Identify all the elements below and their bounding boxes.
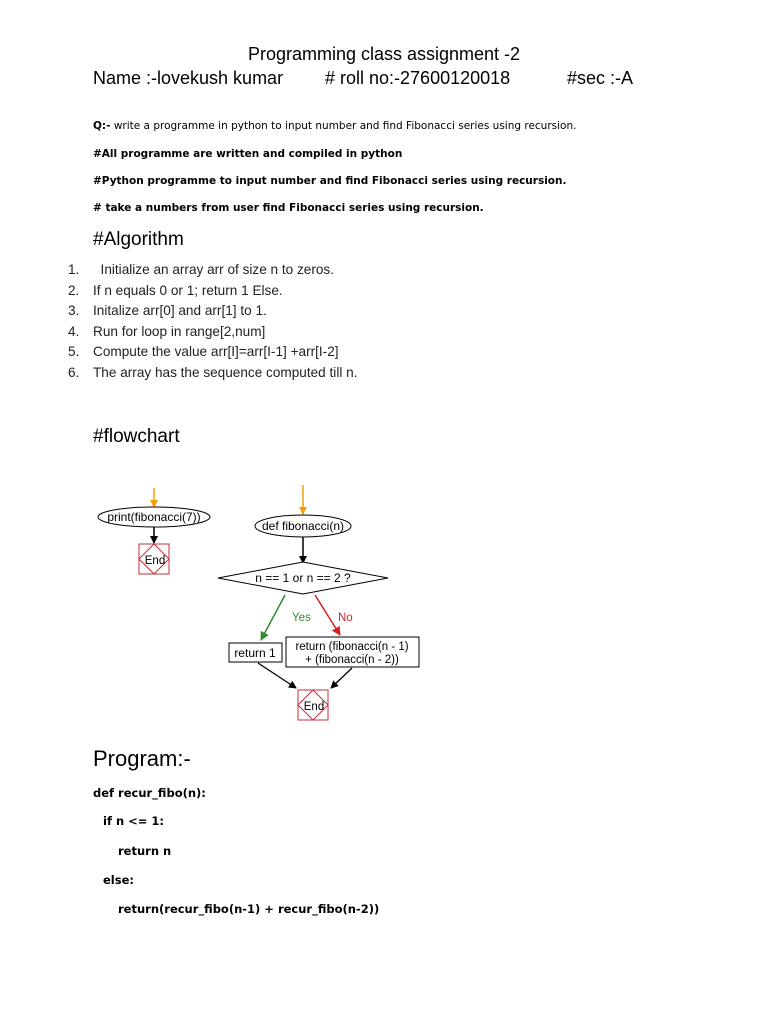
code-line: if n <= 1: — [103, 814, 165, 828]
page-title: Programming class assignment -2 — [247, 44, 521, 64]
list-item: 6. The array has the sequence computed till n. — [68, 364, 358, 380]
student-name: Name :-lovekush kumar — [93, 68, 284, 88]
return-recursive-line1: return (fibonacci(n - 1) — [295, 641, 409, 653]
question-text: write a programme in python to input number and find Fibonacci series using recursion. — [110, 120, 577, 132]
note-2: #Python programme to input number and find Fibonacci series using recursion. — [93, 175, 567, 187]
def-label: def fibonacci(n) — [261, 519, 345, 533]
flowchart-diagram — [0, 480, 768, 730]
list-item: 4. Run for loop in range[2,num] — [68, 323, 266, 339]
list-item: 1. Initialize an array arr of size n to zeros. — [68, 262, 335, 277]
algorithm-heading: #Algorithm — [93, 229, 184, 250]
yes-label: Yes — [292, 612, 311, 624]
print-call-label: print(fibonacci(7)) — [107, 510, 201, 524]
code-line: def recur_fibo(n): — [93, 786, 206, 800]
roll-number: # roll no:-27600120018 — [325, 68, 511, 88]
program-heading: Program:- — [93, 746, 191, 771]
section: #sec :-A — [567, 68, 634, 88]
list-item: 2. If n equals 0 or 1; return 1 Else. — [68, 282, 283, 298]
question-prefix: Q:- — [93, 120, 111, 132]
arrow-recursive-to-end — [331, 668, 352, 688]
code-line: else: — [103, 873, 134, 887]
condition-label: n == 1 or n == 2 ? — [255, 571, 351, 585]
no-label: No — [338, 612, 353, 624]
note-1: #All programme are written and compiled in python — [93, 148, 403, 160]
code-line: return(recur_fibo(n-1) + recur_fibo(n-2)) — [118, 902, 380, 916]
return1-label: return 1 — [234, 646, 276, 660]
flowchart-heading: #flowchart — [93, 426, 180, 447]
question — [93, 120, 576, 132]
yes-arrow — [261, 595, 285, 640]
end-label-left: End — [144, 555, 166, 567]
return-recursive-line2: + (fibonacci(n - 2)) — [305, 654, 399, 666]
algorithm-steps — [68, 260, 357, 383]
note-3: # take a numbers from user find Fibonacci series using recursion. — [93, 202, 484, 214]
code-line: return n — [118, 844, 172, 858]
list-item: 5. Compute the value arr[I]=arr[I-1] +arr[I-2] — [68, 344, 339, 359]
end-label-main: End — [303, 701, 325, 713]
no-arrow — [315, 595, 340, 635]
list-item: 3. Initalize arr[0] and arr[1] to 1. — [68, 303, 267, 318]
